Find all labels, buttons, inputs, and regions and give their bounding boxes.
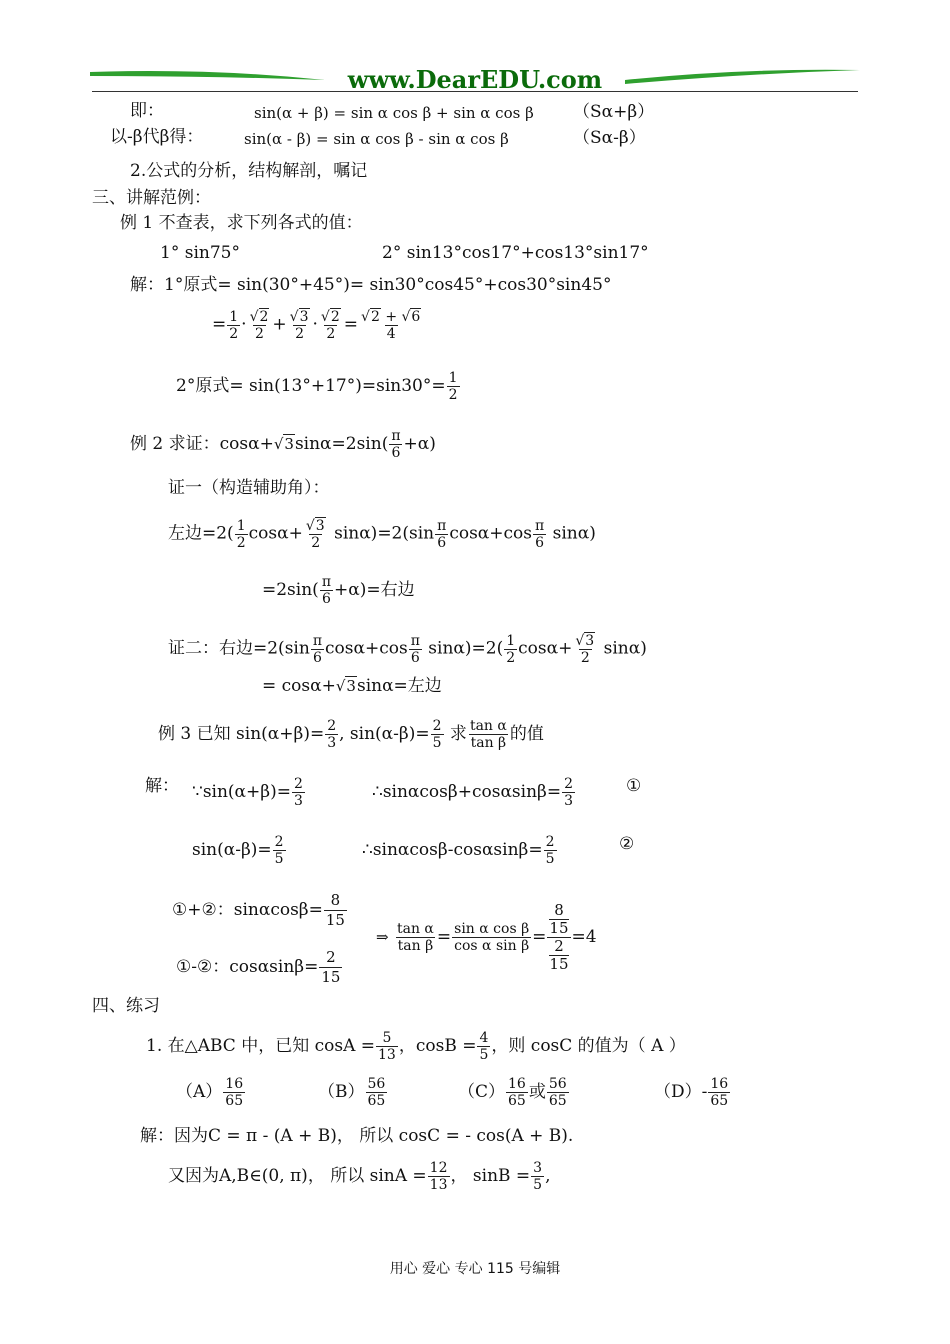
equation-marker-2: ②	[619, 834, 635, 854]
solution-3-expand1: ∴sinαcosβ+cosαsinβ= $\frac{2}{3}$	[372, 776, 574, 809]
solution-3-given1: ∵sin(α+β)= $\frac{2}{3}$	[192, 776, 303, 809]
solution-3-ratio: ⇒ $\frac{\text{tan α}}{\text{tan β}}$ = $\frac{\text{sin α cos β}}{\text{cos α sin β}}$ = 8 15 2 15 =4	[376, 901, 597, 973]
example-1-q1: 1° sin75°	[160, 243, 240, 263]
section-4-heading: 四、练习	[92, 996, 160, 1016]
proof-1-line1: 左边=2( $\frac{1}{2}$ cosα+ $\frac{√3}{2}$ sinα)=2(sin $\frac{\pi}{6}$ cosα+cos $\frac{\pi}{6}$ sinα)	[168, 517, 596, 551]
formula-sum: sin(α + β) = sin α cos β + sin α cos β	[254, 104, 534, 122]
left-swoosh	[90, 71, 325, 80]
solution-3-diff: ①-②：cosαsinβ= $\frac{2}{15}$	[176, 948, 341, 986]
site-logo: www.DearEDU.com	[347, 66, 603, 94]
option-d: （D）- $\frac{16}{65}$	[654, 1076, 729, 1109]
solution-1-part2: 2°原式= sin(13°+17°)=sin30°= $\frac{1}{2}$	[176, 370, 458, 403]
label-ji: 即：	[130, 101, 164, 121]
right-swoosh	[625, 70, 860, 84]
proof-2-line1: 证二：右边=2(sin $\frac{\pi}{6}$ cosα+cos $\frac{\pi}{6}$ sinα)=2( $\frac{1}{2}$ cosα+ $\frac{√3}{2}$ sinα)	[168, 632, 647, 666]
solution-3-expand2: ∴sinαcosβ-cosαsinβ= $\frac{2}{5}$	[362, 834, 555, 867]
solution-1-expansion: = $\frac{1}{2}$ · $\frac{√2}{2}$ + $\frac{√3}{2}$ · $\frac{√2}{2}$ = $\frac{√2 + √6}{4}$	[212, 308, 421, 342]
example-1-title: 例 1 不查表，求下列各式的值：	[120, 213, 363, 233]
proof-2-line2: = cosα+√3sinα=左边	[262, 676, 442, 696]
practice-1-solution-2: 又因为A,B∈(0, π)， 所以 sinA = $\frac{12}{13}$ ， sinB = $\frac{3}{5}$ ,	[168, 1160, 551, 1193]
solution-3-label: 解：	[145, 776, 179, 796]
example-3-statement: 例 3 已知 sin(α+β)= $\frac{2}{3}$ , sin(α-β)= $\frac{2}{5}$ 求 $\frac{\text{tan α}}{\text{tan β}}$ 的值	[158, 718, 544, 751]
option-c: （C） $\frac{16}{65}$ 或 $\frac{56}{65}$	[458, 1076, 567, 1109]
option-a: （A） $\frac{16}{65}$	[176, 1076, 244, 1109]
solution-3-given2: sin(α-β)= $\frac{2}{5}$	[192, 834, 284, 867]
proof-1-title: 证一（构造辅助角）：	[168, 478, 330, 498]
formula-diff: sin(α - β) = sin α cos β - sin α cos β	[244, 130, 509, 148]
section-3-heading: 三、讲解范例：	[92, 188, 211, 208]
header-rule	[92, 91, 858, 92]
practice-1-solution: 解：因为C = π - (A + B)， 所以 cosC = - cos(A + B).	[140, 1126, 574, 1146]
practice-1-question: 1. 在△ABC 中，已知 cosA = $\frac{5}{13}$ ，cosB = $\frac{4}{5}$ ，则 cosC 的值为（ A ）	[146, 1030, 686, 1063]
page-footer: 用心 爱心 专心 115 号编辑	[389, 1261, 561, 1277]
solution-1: 解：1°原式= sin(30°+45°)= sin30°cos45°+cos30°sin45°	[130, 275, 612, 295]
analysis-line: 2.公式的分析，结构解剖，嘱记	[130, 161, 368, 181]
proof-1-line2: =2sin( $\frac{\pi}{6}$ +α)=右边	[262, 574, 415, 607]
example-2-statement: 例 2 求证：cosα+√3sinα=2sin( $\frac{\pi}{6}$ +α)	[130, 428, 436, 461]
solution-3-sum: ①+②：sinαcosβ= $\frac{8}{15}$	[172, 891, 345, 929]
example-1-q2: 2° sin13°cos17°+cos13°sin17°	[382, 243, 649, 263]
tag-diff: （Sα-β）	[573, 128, 646, 148]
tag-sum: （Sα+β）	[573, 102, 655, 122]
option-b: （B） $\frac{56}{65}$	[318, 1076, 386, 1109]
label-substitute: 以-β代β得：	[110, 127, 204, 147]
equation-marker-1: ①	[626, 776, 642, 796]
